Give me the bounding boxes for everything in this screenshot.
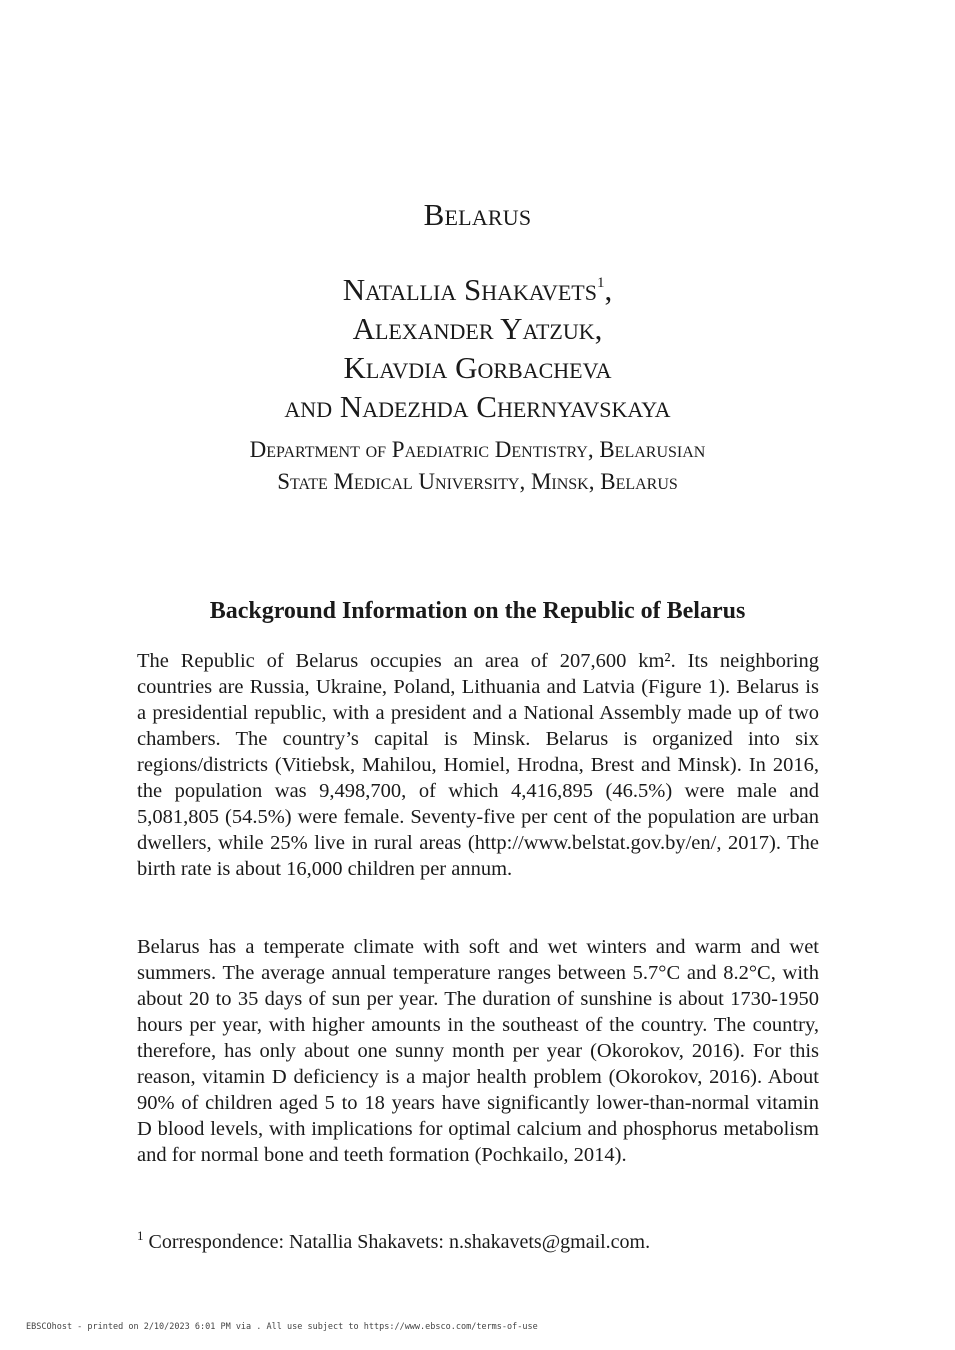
print-footer: EBSCOhost - printed on 2/10/2023 6:01 PM via . All use subject to https://www.ebsco.com/terms-of-use	[26, 1322, 538, 1332]
author-line-1: Natallia Shakavets$^1$,	[342, 272, 613, 307]
body-paragraph: Belarus has a temperate climate with soft and wet winters and warm and wet summers. The average annual temperature ranges between 5.7°C and 8.2°C, with about 20 to 35 days of sun per year. The duration of sunshine is about 1730-1950 hours per year, with higher amounts in the southeast of the country. The country, therefore, has only about one sunny month per year (Okorokov, 2016). For this reason, vitamin D deficiency is a major health problem (Okorokov, 2016). About 90% of children aged 5 to 18 years have significantly lower-than-normal vitamin D blood levels, with implications for optimal calcium and phosphorus metabolism and for normal bone and teeth formation (Pochkailo, 2014).	[137, 936, 819, 1166]
footnote-marker: 1	[596, 275, 605, 291]
author-line-4: and Nadezhda Chernyavskaya	[284, 389, 671, 424]
author-name: Natallia Shakavets	[342, 272, 597, 307]
affiliation-line-1: Department of Paediatric Dentistry, Belarusian	[249, 437, 706, 462]
author-list	[0, 270, 955, 426]
author-line-2: Alexander Yatzuk,	[352, 311, 603, 346]
footnote-marker: 1	[137, 1228, 144, 1243]
page-title: Belarus	[423, 197, 532, 232]
section-heading: Background Information on the Republic of Belarus	[209, 598, 746, 624]
author-line-3: Klavdia Gorbacheva	[343, 350, 612, 385]
affiliation-line-2: State Medical University, Minsk, Belarus	[277, 469, 678, 494]
affiliation	[0, 434, 955, 498]
body-paragraph: The Republic of Belarus occupies an area of 207,600 km². Its neighboring countries are Russia, Ukraine, Poland, Lithuania and Latvia (Figure 1). Belarus is a presidential republic, with a president and a National Assembly made up of two chambers. The country’s capital is Minsk. Belarus is organized into six regions/districts (Vitiebsk, Mahilou, Homiel, Hrodna, Brest and Minsk). In 2016, the population was 9,498,700, of which 4,416,895 (46.5%) were male and 5,081,805 (54.5%) were female. Seventy-five per cent of the population are urban dwellers, while 25% live in rural areas (http://www.belstat.gov.by/en/, 2017). The birth rate is about 16,000 children per annum.	[137, 650, 819, 880]
footnote-text: Correspondence: Natallia Shakavets: n.shakavets@gmail.com.	[148, 1231, 651, 1253]
footnote	[137, 1229, 819, 1255]
